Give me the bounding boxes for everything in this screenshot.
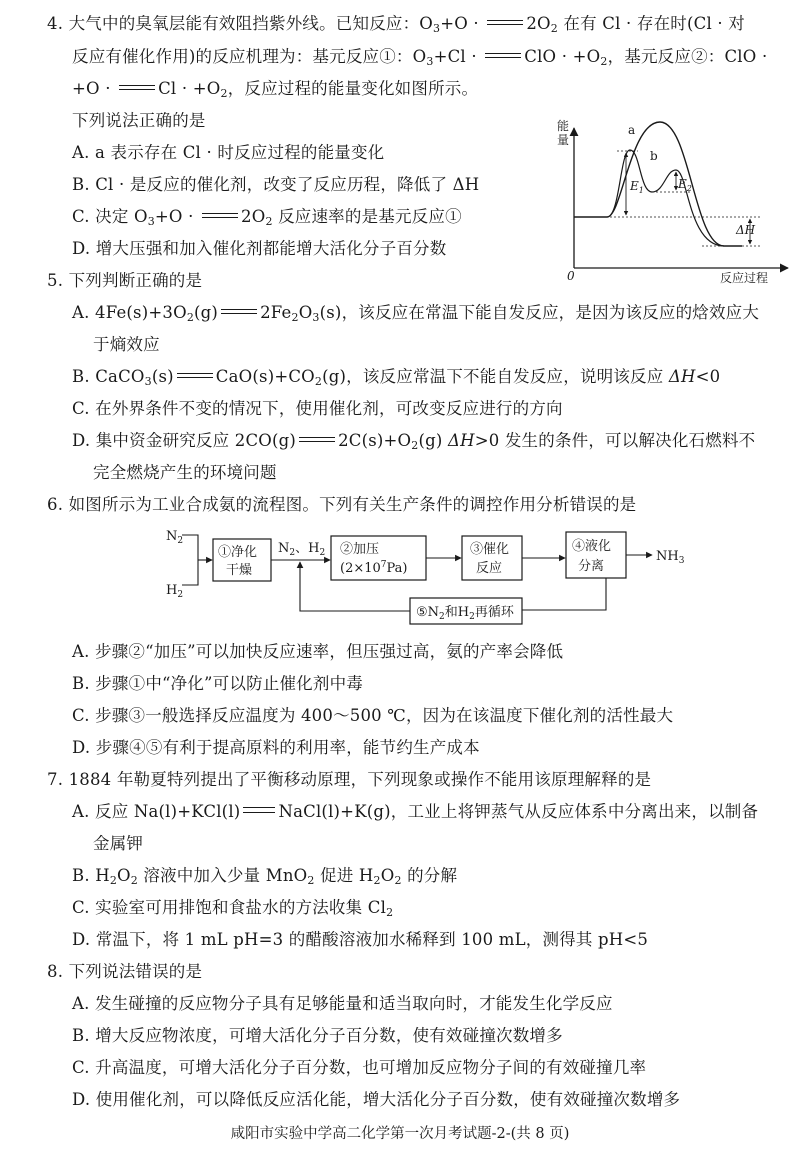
step3-line2: 反应: [476, 561, 503, 576]
q8-option-d: D. 使用催化剂，可以降低反应活化能，增大活化分子百分数，使有效碰撞次数增多: [72, 1090, 681, 1109]
reversible-arrow: [242, 807, 276, 817]
step2-line1: ②加压: [340, 542, 380, 557]
x-axis-label: 反应过程: [720, 271, 769, 285]
curve-b-label: b: [650, 149, 658, 163]
step2-line2: $(2\times 10^7Pa)$: [340, 560, 408, 576]
q5-stem: 5. 下列判断正确的是: [47, 271, 203, 290]
q5-option-c: C. 在外界条件不变的情况下，使用催化剂，可改变反应进行的方向: [72, 399, 563, 418]
q7-option-d: D. 常温下，将 1 mL pH=3 的醋酸溶液加水稀释到 100 mL，测得其 pH<5: [72, 930, 649, 949]
q6-option-b: B. 步骤①中“净化”可以防止催化剂中毒: [72, 674, 363, 693]
product-label: $NH_3$: [656, 549, 685, 566]
q7-option-a-cont: 金属钾: [93, 834, 144, 853]
n2-feed-label: $N_2$: [166, 529, 184, 546]
q4-option-d: D. 增大压强和加入催化剂都能增大活化分子百分数: [72, 239, 447, 258]
step1-line1: ①净化: [218, 545, 258, 560]
q4-stem-line3: $+O \cdot Cl \cdot +O_2$，反应过程的能量变化如图所示。: [72, 79, 479, 100]
q5-option-b: B. CaCO$_3$(s) $CaO(s)+CO_2(g)$，该反应常温下不能自发反应，说明该反应 ΔH<0: [72, 367, 721, 388]
q8-option-a: A. 发生碰撞的反应物分子具有足够能量和适当取向时，才能发生化学反应: [72, 994, 613, 1013]
y-axis-label-1: 能: [557, 119, 570, 133]
q6-option-a: A. 步骤②“加压”可以加快反应速率，但压强过高，氨的产率会降低: [72, 642, 564, 661]
curve-a: [574, 122, 742, 246]
q4-option-b: B. Cl · 是反应的催化剂，改变了反应历程，降低了 ΔH: [72, 175, 480, 194]
q7-option-c: C. 实验室可用排饱和食盐水的方法收集 $Cl_2$: [72, 898, 394, 919]
q4-option-c: C. 决定 $O_3+O \cdot 2O_2$ 反应速率的是基元反应①: [72, 207, 462, 228]
q6-option-d: D. 步骤④⑤有利于提高原料的利用率，能节约生产成本: [72, 738, 480, 757]
q4-stem-line1: 4. 大气中的臭氧层能有效阻挡紫外线。已知反应：$O_3+O \cdot 2O_2$ 在有 Cl · 存在时(Cl · 对: [47, 14, 745, 35]
q8-stem: 8. 下列说法错误的是: [47, 962, 203, 981]
curve-b: [607, 150, 724, 246]
q7-option-b: B. $H_2O_2$ 溶液中加入少量 MnO$_2$ 促进 $H_2O_2$ 的分解: [72, 866, 458, 887]
feed-bracket: [182, 535, 198, 585]
q7-option-a: A. 反应 Na(l)+KCl(l) NaCl(l)+K(g)，工业上将钾蒸气从反应体系中分离出来，以制备: [72, 802, 759, 821]
q4-option-a: A. a 表示存在 Cl · 时反应过程的能量变化: [72, 143, 385, 162]
q5-option-a: A. $4Fe(s)+3O_2(g)$ $2Fe_2O_3(s)$，该反应在常温下能自发反应，是因为该反应的焓效应大: [72, 303, 760, 324]
h2-feed-label: $H_2$: [166, 583, 184, 600]
step3-line1: ③催化: [470, 542, 510, 557]
q8-option-b: B. 增大反应物浓度，可增大活化分子百分数，使有效碰撞次数增多: [72, 1026, 563, 1045]
q5-option-a-cont: 于熵效应: [93, 335, 160, 354]
y-axis-label-2: 量: [557, 133, 570, 147]
q4-stem-line2: 反应有催化作用)的反应机理为：基元反应①：$O_3+Cl$ · ClO · $+O_2$，基元反应②：ClO ·: [72, 47, 768, 68]
curve-a-label: a: [628, 123, 636, 137]
q7-stem: 7. 1884 年勒夏特列提出了平衡移动原理，下列现象或操作不能用该原理解释的是: [47, 770, 652, 789]
step4-line1: ④液化: [572, 539, 612, 554]
e2-label: $E_2$: [678, 177, 692, 193]
q6-option-c: C. 步骤③一般选择反应温度为 400～500 ℃，因为在该温度下催化剂的活性最大: [72, 706, 674, 725]
step4-line2: 分离: [578, 559, 605, 574]
step5-label: $⑤N_2$和$H_2$再循环: [416, 605, 514, 622]
e1-label: $E_1$: [630, 179, 644, 195]
step1-line2: 干燥: [226, 563, 253, 578]
energy-diagram: [552, 108, 792, 288]
q5-option-d: D. 集中资金研究反应 2CO(g) $2C(s)+O_2(g)$ ΔH>0 发生的条件，可以解决化石燃料不: [72, 431, 756, 452]
q8-option-c: C. 升高温度，可增大活化分子百分数，也可增加反应物分子间的有效碰撞几率: [72, 1058, 647, 1077]
q4-prompt: 下列说法正确的是: [72, 111, 206, 130]
page-footer: 咸阳市实验中学高二化学第一次月考试题-2-(共 8 页): [230, 1126, 570, 1142]
mixed-gas-label: $N_2$、$H_2$: [278, 541, 326, 558]
ammonia-flow-chart: [160, 522, 720, 632]
origin-label: 0: [567, 269, 575, 283]
q6-stem: 6. 如图所示为工业合成氨的流程图。下列有关生产条件的调控作用分析错误的是: [47, 495, 637, 514]
dh-label: ΔH: [736, 223, 756, 237]
q5-option-d-cont: 完全燃烧产生的环境问题: [93, 463, 277, 482]
